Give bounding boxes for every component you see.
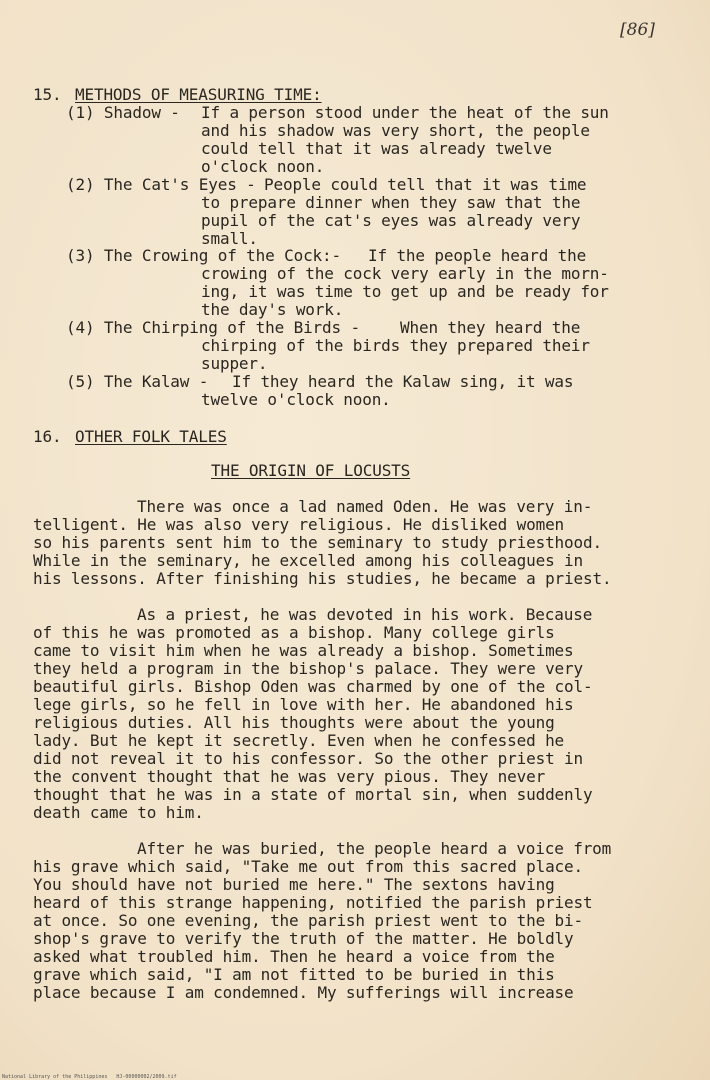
paragraph-line: did not reveal it to his confessor. So the other priest in xyxy=(33,749,584,768)
item-3-label: (3) The Crowing of the Cock:- xyxy=(66,246,342,265)
paragraph-line: lege girls, so he fell in love with her. He abandoned his xyxy=(33,695,574,714)
paragraph-line: came to visit him when he was already a bishop. Sometimes xyxy=(33,641,574,660)
item-5-label: (5) The Kalaw - xyxy=(66,372,209,391)
paragraph-line: shop's grave to verify the truth of the matter. He boldly xyxy=(33,929,574,948)
item-2-line: small. xyxy=(201,229,258,248)
item-5-line: If they heard the Kalaw sing, it was xyxy=(232,372,574,391)
paragraph-line: heard of this strange happening, notified the parish priest xyxy=(33,893,593,912)
page-number: [86] xyxy=(620,20,655,40)
item-1-line: If a person stood under the heat of the sun xyxy=(201,103,609,122)
section-15-number: 15. xyxy=(33,85,62,104)
paragraph-line: the convent thought that he was very pious. They never xyxy=(33,767,546,786)
paragraph-line: they held a program in the bishop's palace. They were very xyxy=(33,659,584,678)
item-1-label: (1) Shadow - xyxy=(66,103,180,122)
item-2-label: (2) The Cat's Eyes - xyxy=(66,175,256,194)
paragraph-line: of this he was promoted as a bishop. Many college girls xyxy=(33,623,555,642)
paragraph-line: thought that he was in a state of mortal sin, when suddenly xyxy=(33,785,593,804)
paragraph-line: After he was buried, the people heard a voice from xyxy=(137,839,612,858)
item-1-line: and his shadow was very short, the people xyxy=(201,121,590,140)
paragraph-line: asked what troubled him. Then he heard a voice from the xyxy=(33,947,555,966)
paragraph-line: at once. So one evening, the parish priest went to the bi- xyxy=(33,911,584,930)
item-3-line: ing, it was time to get up and be ready for xyxy=(201,282,609,301)
item-3-line: If the people heard the xyxy=(368,246,587,265)
paragraph-line: his grave which said, "Take me out from this sacred place. xyxy=(33,857,584,876)
section-16-number: 16. xyxy=(33,427,62,446)
paragraph-line: telligent. He was also very religious. He disliked women xyxy=(33,515,565,534)
paragraph-line: As a priest, he was devoted in his work. Because xyxy=(137,605,593,624)
item-4-line: chirping of the birds they prepared their xyxy=(201,336,590,355)
paragraph-line: grave which said, "I am not fitted to be buried in this xyxy=(33,965,555,984)
paragraph-line: There was once a lad named Oden. He was very in- xyxy=(137,497,593,516)
item-2-line: pupil of the cat's eyes was already very xyxy=(201,211,581,230)
item-2-line: to prepare dinner when they saw that the xyxy=(201,193,581,212)
paragraph-line: beautiful girls. Bishop Oden was charmed by one of the col- xyxy=(33,677,593,696)
scan-footer: National Library of the Philippines HJ-00000002/2009.tif xyxy=(2,1074,177,1080)
item-1-line: o'clock noon. xyxy=(201,157,325,176)
paragraph-line: religious duties. All his thoughts were about the young xyxy=(33,713,555,732)
paragraph-line: While in the seminary, he excelled among his colleagues in xyxy=(33,551,584,570)
item-4-label: (4) The Chirping of the Birds - xyxy=(66,318,360,337)
item-2-line: People could tell that it was time xyxy=(264,175,587,194)
item-4-line: supper. xyxy=(201,354,268,373)
paragraph-line: lady. But he kept it secretly. Even when he confessed he xyxy=(33,731,565,750)
item-4-line: When they heard the xyxy=(400,318,581,337)
paragraph-line: so his parents sent him to the seminary to study priesthood. xyxy=(33,533,602,552)
section-16-heading: OTHER FOLK TALES xyxy=(75,427,227,446)
paragraph-line: place because I am condemned. My sufferings will increase xyxy=(33,983,574,1002)
item-5-line: twelve o'clock noon. xyxy=(201,390,391,409)
paragraph-line: death came to him. xyxy=(33,803,204,822)
item-3-line: the day's work. xyxy=(201,300,344,319)
story-title: THE ORIGIN OF LOCUSTS xyxy=(211,461,411,480)
section-15-heading: METHODS OF MEASURING TIME: xyxy=(75,85,322,104)
item-3-line: crowing of the cock very early in the morn- xyxy=(201,264,609,283)
item-1-line: could tell that it was already twelve xyxy=(201,139,552,158)
paragraph-line: You should have not buried me here." The sextons having xyxy=(33,875,555,894)
paragraph-line: his lessons. After finishing his studies, he became a priest. xyxy=(33,569,612,588)
